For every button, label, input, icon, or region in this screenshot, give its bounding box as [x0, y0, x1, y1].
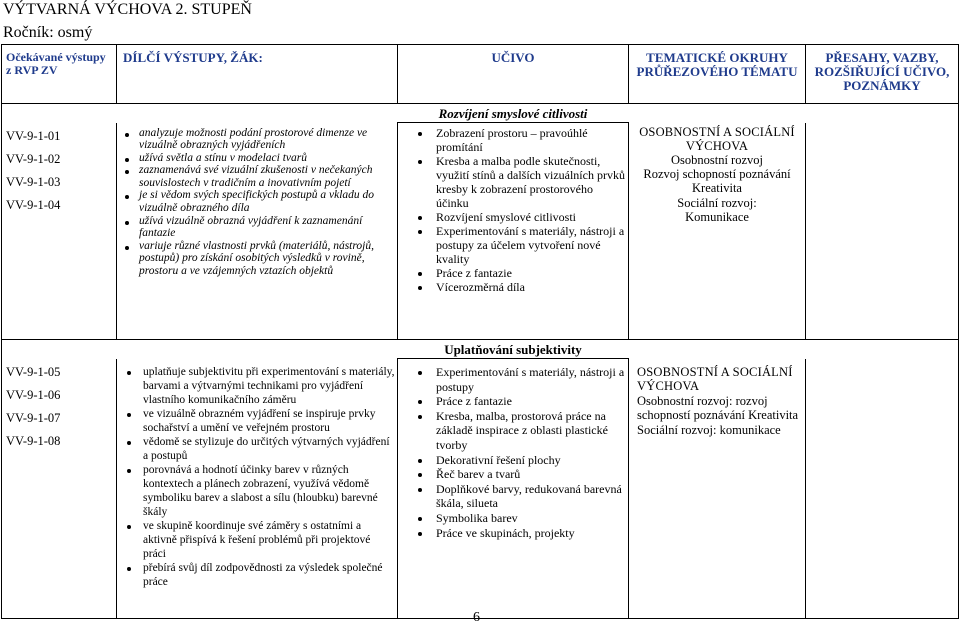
section-row	[2, 359, 959, 619]
rvp-code: VV-9-1-05	[6, 364, 61, 379]
list-item: Práce z fantazie	[410, 394, 626, 409]
list-item: Zobrazení prostoru – pravoúhlé promítání	[410, 126, 626, 154]
section-title: Rozvíjení smyslové citlivosti	[398, 104, 629, 123]
list-item: Symbolika barev	[410, 511, 626, 526]
partial-outcomes	[117, 359, 398, 619]
header-expected-outcomes: Očekávané výstupy z RVP ZV	[2, 45, 117, 104]
list-item: užívá vizuálně obrazná vyjádření k zaznamenání fantazie	[117, 215, 393, 240]
grade-label: Ročník: osmý	[3, 24, 93, 41]
rvp-code: VV-9-1-06	[6, 387, 61, 402]
header-links: PŘESAHY, VAZBY, ROZŠIŘUJÍCÍ UČIVO, POZNÁMKY	[806, 45, 959, 104]
theme-heading: OSOBNOSTNÍ A SOCIÁLNÍ VÝCHOVA	[639, 124, 795, 153]
list-item: Práce z fantazie	[410, 266, 626, 280]
list-item: Práce ve skupinách, projekty	[410, 526, 626, 541]
list-item: ve skupině koordinuje své záměry s ostatními a aktivně přispívá k řešení problémů při projektové práci	[117, 519, 395, 561]
theme-line: Sociální rozvoj: komunikace	[637, 422, 781, 437]
theme-heading: OSOBNOSTNÍ A SOCIÁLNÍ VÝCHOVA	[637, 364, 793, 394]
list-item: přebírá svůj díl zodpovědnosti za výsledek společné práce	[117, 561, 395, 589]
section-row	[2, 123, 959, 340]
rvp-code: VV-9-1-03	[6, 174, 61, 189]
list-item: Experimentování s materiály, nástroji a postupy za účelem vytvoření nové kvality	[410, 224, 626, 266]
list-item: analyzuje možnosti podání prostorové dimenze ve vizuálně obrazných vyjádřeních	[117, 127, 393, 152]
section-title-row	[2, 104, 959, 123]
partial-outcomes	[117, 123, 398, 340]
list-item: je si vědom svých specifických postupů a vkladu do vizuálně obrazného díla	[117, 189, 393, 214]
links-notes-cell	[806, 359, 959, 619]
header-partial-outcomes: DÍLČÍ VÝSTUPY, ŽÁK:	[117, 45, 398, 104]
list-item: variuje různé vlastnosti prvků (materiálů, nástrojů, postupů) pro získání osobitých výsledků v rovině, prostoru a ve vzájemných vztazích objektů	[117, 240, 393, 278]
list-item: ve vizuálně obrazném vyjádření se inspiruje prvky sochařství a umění ve veřejném prostoru	[117, 407, 395, 435]
cross-curricular-themes	[629, 123, 806, 340]
section-title: Uplatňování subjektivity	[398, 340, 629, 359]
ucivo-list	[398, 359, 629, 619]
theme-line: Osobnostní rozvoj: rozvoj schopností poznávání Kreativita	[637, 393, 799, 423]
curriculum-table	[1, 44, 959, 619]
header-ucivo: UČIVO	[398, 45, 629, 104]
rvp-code: VV-9-1-04	[6, 197, 61, 212]
list-item: užívá světla a stínu v modelaci tvarů	[117, 152, 393, 165]
list-item: Rozvíjení smyslové citlivosti	[410, 210, 626, 224]
rvp-code: VV-9-1-07	[6, 410, 61, 425]
list-item: Dekorativní řešení plochy	[410, 453, 626, 468]
list-item: Kresba, malba, prostorová práce na základě inspirace z oblasti plastické tvorby	[410, 409, 626, 453]
theme-line: Kreativita	[692, 181, 742, 196]
list-item: uplatňuje subjektivitu při experimentování s materiály, barvami a výtvarnými technikami pro vyjádření vlastního komunikačního záměru	[117, 365, 395, 407]
header-themes: TEMATICKÉ OKRUHY PRŮŘEZOVÉHO TÉMATU	[629, 45, 806, 104]
theme-line: Komunikace	[685, 209, 749, 224]
page-number: 6	[473, 610, 480, 625]
theme-line: Rozvoj schopností poznávání	[643, 167, 791, 182]
cross-curricular-themes	[629, 359, 806, 619]
ucivo-list	[398, 123, 629, 340]
rvp-codes	[2, 359, 117, 619]
header-row	[2, 45, 959, 104]
links-notes-cell	[806, 123, 959, 340]
list-item: Vícerozměrná díla	[410, 280, 626, 294]
theme-line: Osobnostní rozvoj	[670, 152, 763, 167]
list-item: Doplňkové barvy, redukovaná barevná škála, silueta	[410, 482, 626, 511]
rvp-code: VV-9-1-01	[6, 128, 61, 143]
list-item: vědomě se stylizuje do určitých výtvarných vyjádření a postupů	[117, 435, 395, 463]
list-item: Kresba a malba podle skutečnosti, využití stínů a dalších vizuálních prvků kresby k zobrazení prostorového účinku	[410, 154, 626, 210]
list-item: zaznamenává své vizuální zkušenosti v nečekaných souvislostech v tradičním a inovativním pojetí	[117, 164, 393, 189]
list-item: porovnává a hodnotí účinky barev v různých kontextech a plánech zobrazení, využívá vědomě symboliku barev a slabost a sílu (hloubku) barevné škály	[117, 463, 395, 519]
rvp-code: VV-9-1-08	[6, 433, 61, 448]
list-item: Experimentování s materiály, nástroji a postupy	[410, 365, 626, 394]
document-title: VÝTVARNÁ VÝCHOVA 2. STUPEŇ	[3, 1, 252, 18]
theme-line: Sociální rozvoj:	[677, 195, 757, 210]
section-title-row	[2, 340, 959, 359]
list-item: Řeč barev a tvarů	[410, 467, 626, 482]
rvp-code: VV-9-1-02	[6, 151, 61, 166]
rvp-codes	[2, 123, 117, 340]
